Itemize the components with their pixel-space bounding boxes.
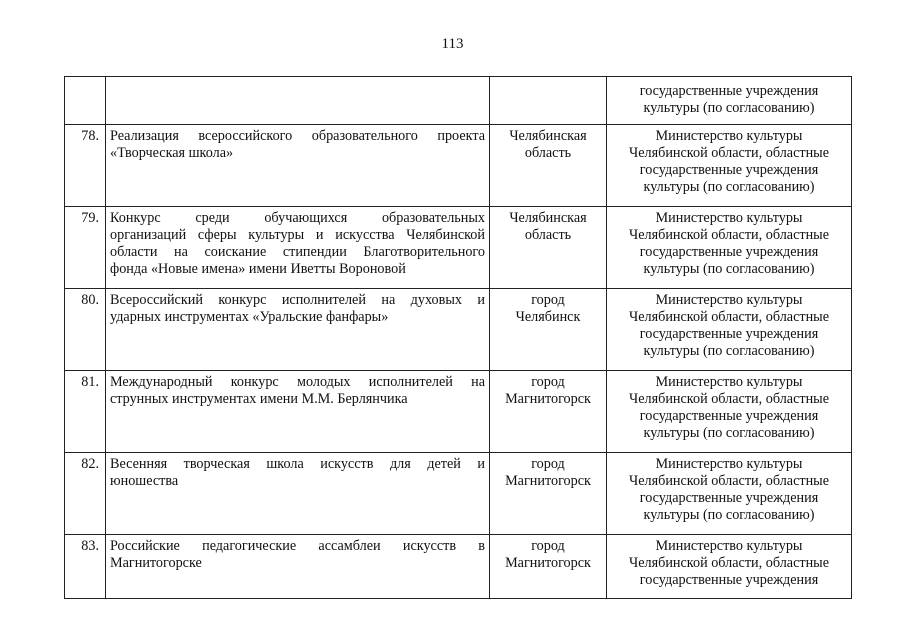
event-name-cell [106,207,490,289]
event-name-line: Весенняя творческая школа искусств для детей и [110,456,485,472]
responsible-line: Челябинской области, областные [628,391,829,407]
location-line: Магнитогорск [505,473,591,489]
location-line: область [524,227,572,243]
responsible-cell [607,535,852,599]
row-number-cell: 81. [65,371,106,453]
event-name-cell [106,453,490,535]
location-cell [490,77,607,125]
event-name-line: струнных инструментах имени М.М. Берлянчика [110,391,408,407]
responsible-cell [607,77,852,125]
responsible-line: государственные учреждения [639,408,819,424]
responsible-line: Челябинской области, областные [628,227,829,243]
responsible-line: государственные учреждения [639,83,819,99]
responsible-line: Челябинской области, областные [628,473,829,489]
responsible-line: Челябинской области, областные [628,555,829,571]
event-name-line: юношества [110,473,179,489]
responsible-line: культуры (по согласованию) [643,261,815,277]
table-row [65,207,852,289]
responsible-line: Министерство культуры [655,210,803,226]
event-name-cell [106,371,490,453]
row-number-cell: 80. [65,289,106,371]
responsible-line: культуры (по согласованию) [643,343,815,359]
responsible-line: культуры (по согласованию) [643,179,815,195]
event-name-line: «Творческая школа» [110,145,234,161]
responsible-cell [607,207,852,289]
responsible-line: государственные учреждения [639,572,819,588]
responsible-line: Министерство культуры [655,456,803,472]
location-line: Челябинская [509,210,587,226]
row-number-cell: 82. [65,453,106,535]
event-name-cell [106,535,490,599]
row-number-cell: 79. [65,207,106,289]
location-line: Магнитогорск [505,391,591,407]
location-cell [490,207,607,289]
row-number-cell: 83. [65,535,106,599]
responsible-line: Министерство культуры [655,374,803,390]
responsible-line: государственные учреждения [639,326,819,342]
responsible-line: государственные учреждения [639,162,819,178]
location-cell [490,125,607,207]
page-number: 113 [441,36,464,52]
responsible-cell [607,289,852,371]
event-name-line: организаций сферы культуры и искусства Челябинской [110,227,485,243]
location-line: Челябинск [515,309,581,325]
location-line: город [531,292,565,308]
event-name-cell [106,77,490,125]
responsible-line: Челябинской области, областные [628,309,829,325]
responsible-line: государственные учреждения [639,490,819,506]
responsible-line: Челябинской области, областные [628,145,829,161]
event-name-line: области на соискание стипендии Благотворительного [110,244,485,260]
table-row [65,535,852,599]
event-name-line: Российские педагогические ассамблеи искусств в [110,538,485,554]
row-number-cell: 78. [65,125,106,207]
responsible-cell [607,371,852,453]
responsible-cell [607,125,852,207]
event-name-line: Реализация всероссийского образовательного проекта [110,128,485,144]
event-name-line: фонда «Новые имена» имени Иветты Вороновой [110,261,406,277]
location-line: город [531,374,565,390]
location-cell [490,371,607,453]
table-row [65,371,852,453]
location-cell [490,453,607,535]
location-line: Магнитогорск [505,555,591,571]
events-table [64,76,852,599]
event-name-line: ударных инструментах «Уральские фанфары» [110,309,389,325]
location-line: город [531,538,565,554]
responsible-line: Министерство культуры [655,292,803,308]
table-row [65,125,852,207]
responsible-line: Министерство культуры [655,128,803,144]
table-row-continuation [65,77,852,125]
location-cell [490,535,607,599]
event-name-line: Магнитогорске [110,555,202,571]
table-row [65,453,852,535]
responsible-line: культуры (по согласованию) [643,100,815,116]
event-name-cell [106,289,490,371]
responsible-line: культуры (по согласованию) [643,507,815,523]
table-row [65,289,852,371]
event-name-line: Международный конкурс молодых исполнителей на [110,374,485,390]
location-line: город [531,456,565,472]
event-name-line: Всероссийский конкурс исполнителей на духовых и [110,292,485,308]
event-name-cell [106,125,490,207]
location-line: область [524,145,572,161]
responsible-line: Министерство культуры [655,538,803,554]
event-name-line: Конкурс среди обучающихся образовательных [110,210,485,226]
location-line: Челябинская [509,128,587,144]
row-number-cell [65,77,106,125]
responsible-cell [607,453,852,535]
responsible-line: государственные учреждения [639,244,819,260]
responsible-line: культуры (по согласованию) [643,425,815,441]
location-cell [490,289,607,371]
